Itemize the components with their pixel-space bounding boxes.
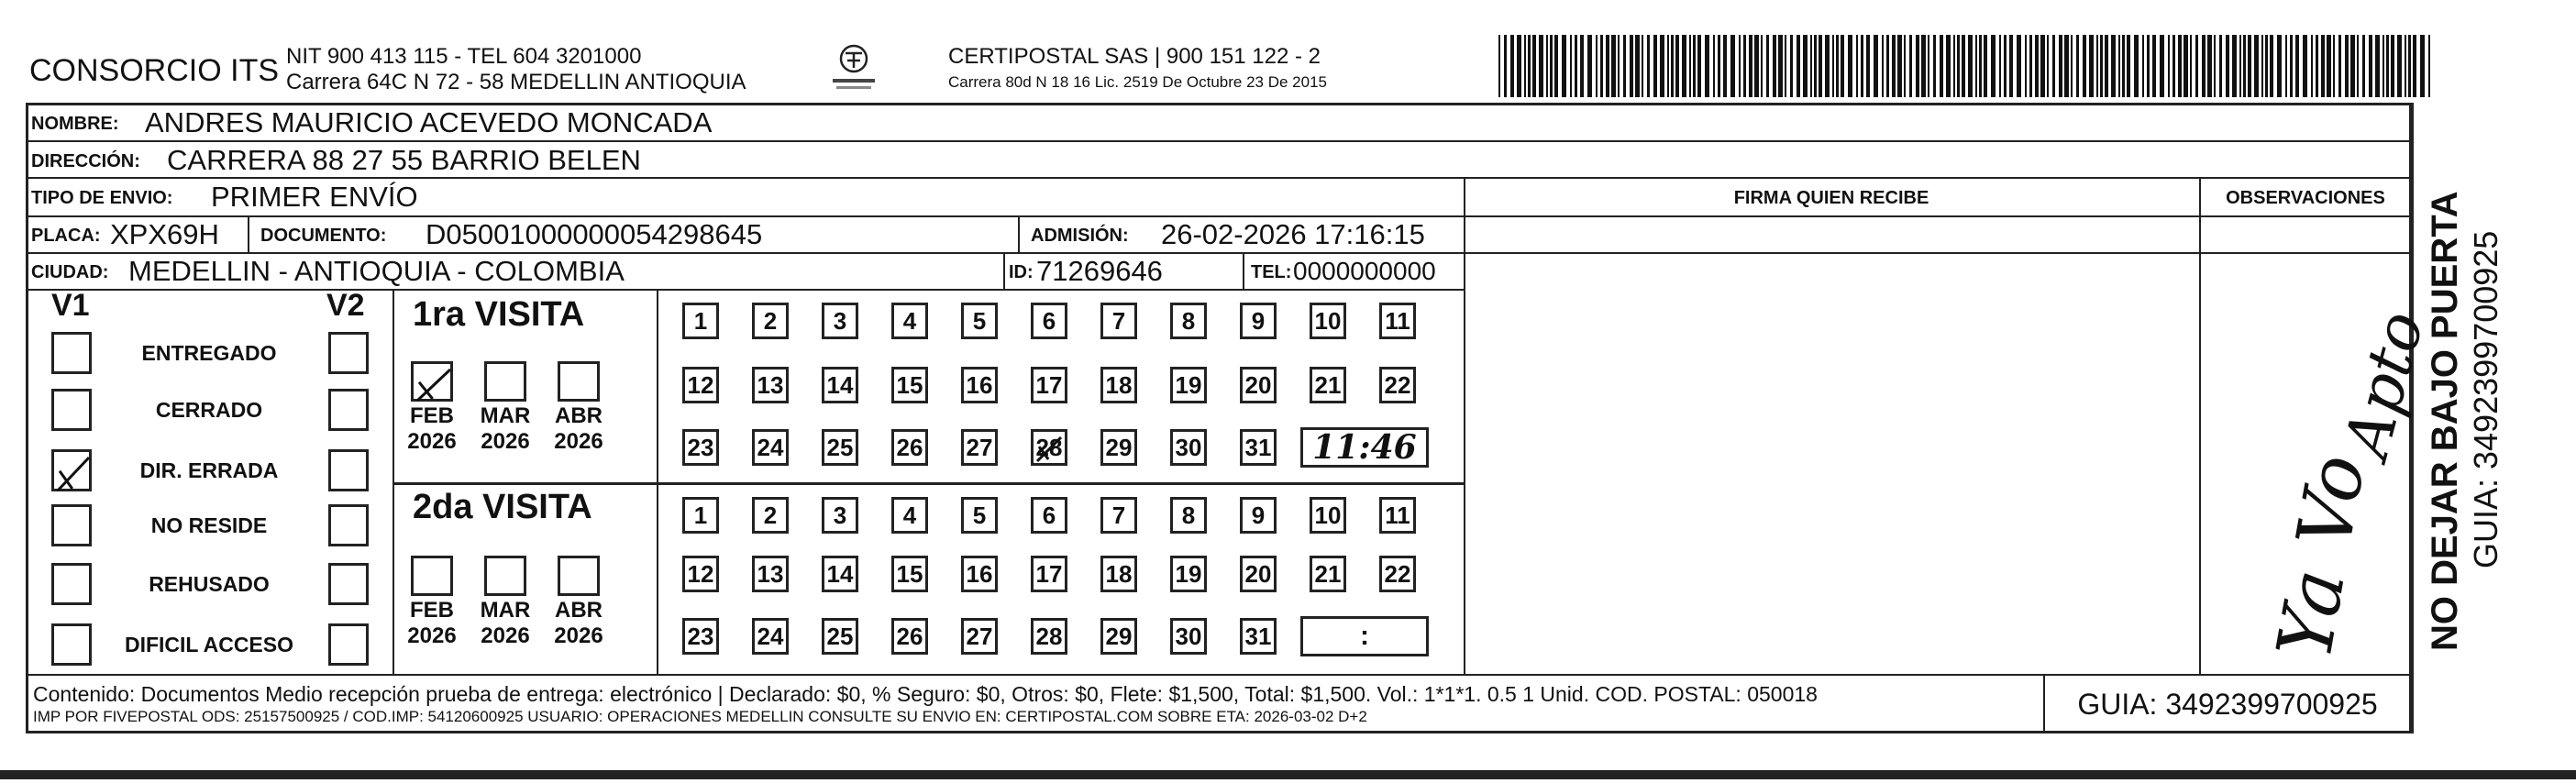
visit1-day-box[interactable] [822, 303, 858, 339]
visit1-day-number: 2 [763, 306, 778, 335]
visit2-day-number: 9 [1251, 501, 1266, 529]
visit1-day-box[interactable] [752, 367, 789, 403]
visit2-day-box[interactable] [1100, 556, 1137, 592]
visit2-day-number: 27 [966, 622, 993, 650]
observaciones-handwriting-1: Apto [2330, 303, 2439, 466]
visit2-time-box[interactable] [1300, 616, 1429, 656]
visit2-month-label: MAR 2026 [480, 598, 531, 648]
visit2-day-number: 14 [826, 559, 854, 588]
visit2-day-number: 5 [972, 501, 987, 529]
visit1-day-box[interactable] [1170, 303, 1207, 339]
visit1-day-number: 22 [1384, 370, 1411, 399]
visit2-day-number: 29 [1105, 622, 1133, 650]
tipo-label: TIPO DE ENVIO: [31, 188, 173, 208]
visit2-day-number: 20 [1244, 559, 1272, 588]
visit1-day-number: 31 [1244, 433, 1272, 461]
visit1-month-label: MAR 2026 [480, 403, 531, 454]
direccion-value: CARRERA 88 27 55 BARRIO BELEN [167, 144, 641, 176]
visit2-day-box[interactable] [1379, 497, 1416, 534]
visit1-day-box[interactable] [1379, 367, 1416, 403]
visit2-day-box[interactable] [822, 497, 858, 534]
visit1-day-number: 4 [902, 306, 917, 335]
firma-label: FIRMA QUIEN RECIBE [1733, 188, 1929, 208]
visit1-day-box[interactable] [1100, 429, 1137, 466]
visit1-day-number: 8 [1181, 306, 1196, 335]
visit2-day-box[interactable] [1240, 618, 1277, 655]
visit2-day-box[interactable] [961, 556, 998, 592]
footer-line2: IMP POR FIVEPOSTAL ODS: 25157500925 / COD.IMP: 54120600925 USUARIO: OPERACIONES MEDELLIN CONSULTE SU ENVIO EN: CERTIPOSTAL.COM SOBRE ETA: 2026-03-02 D+2 [33, 708, 1367, 725]
documento-label: DOCUMENTO: [260, 226, 387, 246]
visit2-day-box[interactable] [1031, 556, 1067, 592]
visit1-day-box[interactable] [822, 367, 858, 403]
visit1-day-number: 15 [896, 370, 923, 399]
visit1-day-number: 20 [1244, 370, 1272, 399]
status-label: CERRADO [155, 398, 263, 422]
visit2-day-number: 23 [687, 622, 714, 650]
id-label: ID: [1009, 262, 1034, 282]
visit1-day-number: 26 [896, 433, 923, 461]
visit2-month-checkbox[interactable] [484, 556, 526, 596]
visit2-day-number: 19 [1175, 559, 1202, 588]
visit1-month-checkbox[interactable] [484, 361, 526, 402]
side-guia: GUIA: 3492399700925 [2467, 230, 2504, 568]
v1-checkbox[interactable] [51, 563, 92, 605]
visit2-day-number: 24 [757, 622, 784, 650]
placa-label: PLACA: [31, 226, 101, 246]
direccion-label: DIRECCIÓN: [31, 151, 140, 171]
visit2-day-number: 8 [1181, 501, 1196, 529]
visit1-day-box[interactable] [682, 367, 719, 403]
visit2-day-box[interactable] [1240, 556, 1277, 592]
visit1-day-number: 29 [1105, 433, 1133, 461]
visit2-day-box[interactable] [752, 618, 789, 655]
v2-checkbox[interactable] [328, 389, 369, 431]
visit1-day-box[interactable] [1240, 303, 1277, 339]
visit2-month-label: ABR 2026 [554, 598, 603, 648]
signature-area[interactable] [1465, 216, 2197, 672]
visit1-day-box[interactable] [822, 429, 858, 466]
observaciones-handwriting-2: Ya Vo [2261, 448, 2383, 666]
tel-value: 0000000000 [1293, 257, 1436, 285]
visit2-day-number: 25 [826, 622, 854, 650]
visit1-title: 1ra VISITA [413, 295, 585, 334]
visit1-day-number: 12 [687, 370, 714, 399]
visit2-day-box[interactable] [752, 497, 789, 534]
visit1-day-box[interactable] [1031, 429, 1067, 466]
visit2-day-box[interactable] [1310, 497, 1346, 534]
visit2-day-box[interactable] [1240, 497, 1277, 534]
visit1-day-box[interactable] [1170, 429, 1207, 466]
visit1-month-checkbox[interactable] [411, 361, 453, 402]
visit1-time-box[interactable] [1300, 427, 1429, 468]
visit1-day-number: 27 [966, 433, 993, 461]
status-label: ENTREGADO [141, 341, 277, 365]
company-name: CONSORCIO ITS [29, 53, 280, 88]
visit2-month-label: FEB 2026 [407, 598, 457, 648]
visit2-day-box[interactable] [1100, 497, 1137, 534]
footer-guia: GUIA: 3492399700925 [2077, 688, 2378, 721]
visit1-month-label: FEB 2026 [407, 403, 457, 454]
visit1-day-box[interactable] [1100, 367, 1137, 403]
v1-checkbox[interactable] [51, 389, 92, 431]
visit1-day-number: 3 [833, 306, 847, 335]
visit2-day-box[interactable] [891, 497, 928, 534]
visit2-day-number: 13 [757, 559, 784, 588]
visit1-day-number: 16 [966, 370, 993, 399]
visit2-day-box[interactable] [682, 497, 719, 534]
visit1-month-checkbox[interactable] [558, 361, 600, 402]
v1-checkbox[interactable] [51, 504, 92, 546]
visit2-day-box[interactable] [961, 618, 998, 655]
visit1-day-number: 18 [1105, 370, 1133, 399]
visit2-day-box[interactable] [1031, 618, 1067, 655]
visit1-day-number: 23 [687, 433, 714, 461]
visit1-day-number: 7 [1111, 306, 1126, 335]
visit2-day-box[interactable] [891, 556, 928, 592]
v2-label: V2 [326, 288, 365, 323]
visit1-day-box[interactable] [1170, 367, 1207, 403]
visit1-day-number: 21 [1314, 370, 1342, 399]
visit2-day-number: 22 [1384, 559, 1411, 588]
v2-checkbox[interactable] [328, 332, 369, 374]
nombre-label: NOMBRE: [31, 114, 119, 134]
visit1-day-box[interactable] [1310, 367, 1346, 403]
visit2-day-box[interactable] [1100, 618, 1137, 655]
admision-label: ADMISIÓN: [1031, 226, 1129, 246]
visit2-day-box[interactable] [822, 618, 858, 655]
visit2-day-box[interactable] [682, 618, 719, 655]
visit2-day-box[interactable] [1379, 556, 1416, 592]
status-label: DIFICIL ACCESO [124, 633, 293, 656]
visit1-day-number: 11 [1385, 306, 1410, 335]
visit1-day-box[interactable] [961, 429, 998, 466]
visit2-day-box[interactable] [961, 497, 998, 534]
v2-checkbox[interactable] [328, 449, 369, 491]
visit1-day-box[interactable] [752, 429, 789, 466]
v1-checkbox[interactable] [51, 623, 92, 666]
visit1-day-number: 14 [826, 370, 854, 399]
visit2-day-number: 26 [896, 622, 923, 650]
visit2-day-number: 4 [902, 501, 917, 529]
visit2-day-box[interactable] [1170, 556, 1207, 592]
visit1-day-number: 19 [1175, 370, 1202, 399]
license-line: Carrera 80d N 18 16 Lic. 2519 De Octubre 23 De 2015 [948, 73, 1327, 91]
v1-checkbox[interactable] [51, 449, 92, 491]
visit2-day-number: 17 [1035, 559, 1063, 588]
visit2-day-number: 12 [687, 559, 714, 588]
visit1-day-box[interactable] [891, 367, 928, 403]
visit1-day-number: 10 [1314, 306, 1342, 335]
visit2-day-number: 15 [896, 559, 923, 588]
visit2-day-number: 18 [1105, 559, 1133, 588]
v2-checkbox[interactable] [328, 623, 369, 666]
status-label: NO RESIDE [150, 513, 268, 537]
visit2-day-box[interactable] [752, 556, 789, 592]
ciudad-value: MEDELLIN - ANTIOQUIA - COLOMBIA [128, 255, 625, 287]
visit2-day-box[interactable] [1170, 618, 1207, 655]
visit2-day-box[interactable] [822, 556, 858, 592]
visit1-day-number: 13 [757, 370, 784, 399]
visit2-day-number: 16 [966, 559, 993, 588]
v2-checkbox[interactable] [328, 563, 369, 605]
visit2-day-box[interactable] [1031, 497, 1067, 534]
visit1-day-number: 1 [693, 306, 708, 335]
visit2-day-box[interactable] [1170, 497, 1207, 534]
visit1-day-box[interactable] [891, 303, 928, 339]
footer-line1: Contenido: Documentos Medio recepción prueba de entrega: electrónico | Declarado: $0, % Seguro: $0, Otros: $0, Flete: $1,500, Total: $1,500. Vol.: 1*1*1. 0.5 1 Unid. COD. POSTAL: 050018 [33, 682, 1818, 706]
visit1-day-number: 6 [1042, 306, 1056, 335]
side-notice: NO DEJAR BAJO PUERTA [2425, 191, 2465, 651]
visit1-day-number: 24 [757, 433, 784, 461]
visit1-time: 11:46 [1312, 428, 1417, 467]
visit2-day-number: 28 [1035, 622, 1063, 650]
visit2-month-checkbox[interactable] [411, 556, 453, 596]
ciudad-label: CIUDAD: [31, 262, 109, 282]
visit1-day-number: 9 [1251, 306, 1266, 335]
observaciones-label: OBSERVACIONES [2226, 188, 2385, 208]
id-value: 71269646 [1036, 255, 1163, 287]
visit2-day-box[interactable] [1310, 556, 1346, 592]
admision-value: 26-02-2026 17:16:15 [1161, 218, 1425, 250]
visit2-time: : [1360, 621, 1369, 651]
tipo-value: PRIMER ENVÍO [211, 181, 418, 213]
tel-label: TEL: [1251, 262, 1292, 282]
visit2-month-checkbox[interactable] [558, 556, 600, 596]
visit2-day-box[interactable] [891, 618, 928, 655]
visit2-day-number: 21 [1314, 559, 1342, 588]
visit1-day-box[interactable] [961, 303, 998, 339]
barcode [1498, 35, 2434, 97]
visit2-day-number: 3 [833, 501, 847, 529]
status-label: DIR. ERRADA [139, 458, 279, 482]
v1-label: V1 [51, 288, 90, 323]
visit1-day-box[interactable] [1240, 367, 1277, 403]
visit1-day-number: 17 [1035, 370, 1063, 399]
visit1-day-box[interactable] [1100, 303, 1137, 339]
visit1-day-number: 25 [826, 433, 854, 461]
status-label: REHUSADO [149, 572, 270, 596]
v1-checkbox[interactable] [51, 332, 92, 374]
visit1-day-box[interactable] [1379, 303, 1416, 339]
v2-checkbox[interactable] [328, 504, 369, 546]
visit2-day-box[interactable] [682, 556, 719, 592]
nit-line: NIT 900 413 115 - TEL 604 3201000 [286, 44, 642, 69]
visit2-day-number: 2 [763, 501, 778, 529]
visit1-month-label: ABR 2026 [554, 403, 603, 454]
visit1-day-box[interactable] [961, 367, 998, 403]
certipostal-logo [827, 40, 880, 97]
visit1-day-box[interactable] [1031, 303, 1067, 339]
visit2-day-number: 1 [693, 501, 708, 529]
visit1-day-number: 28 [1035, 433, 1063, 461]
visit2-day-number: 7 [1111, 501, 1126, 529]
visit2-day-number: 11 [1385, 501, 1410, 529]
documento-value: D05001000000054298645 [426, 218, 763, 250]
carrier-line: CERTIPOSTAL SAS | 900 151 122 - 2 [948, 44, 1321, 69]
visit2-day-number: 10 [1314, 501, 1342, 529]
page-bottom-edge [0, 770, 2576, 779]
visit2-day-number: 31 [1244, 622, 1272, 650]
nombre-value: ANDRES MAURICIO ACEVEDO MONCADA [145, 106, 713, 138]
visit2-title: 2da VISITA [413, 488, 592, 526]
visit2-day-number: 30 [1175, 622, 1202, 650]
address-line: Carrera 64C N 72 - 58 MEDELLIN ANTIOQUIA [286, 70, 746, 94]
visit2-day-number: 6 [1042, 501, 1056, 529]
visit1-day-box[interactable] [682, 429, 719, 466]
visit1-day-box[interactable] [752, 303, 789, 339]
visit1-day-box[interactable] [1031, 367, 1067, 403]
visit1-day-box[interactable] [891, 429, 928, 466]
visit1-day-box[interactable] [1310, 303, 1346, 339]
placa-value: XPX69H [110, 218, 219, 250]
visit1-day-number: 30 [1175, 433, 1202, 461]
visit1-day-box[interactable] [682, 303, 719, 339]
visit1-day-number: 5 [972, 306, 987, 335]
visit1-day-box[interactable] [1240, 429, 1277, 466]
